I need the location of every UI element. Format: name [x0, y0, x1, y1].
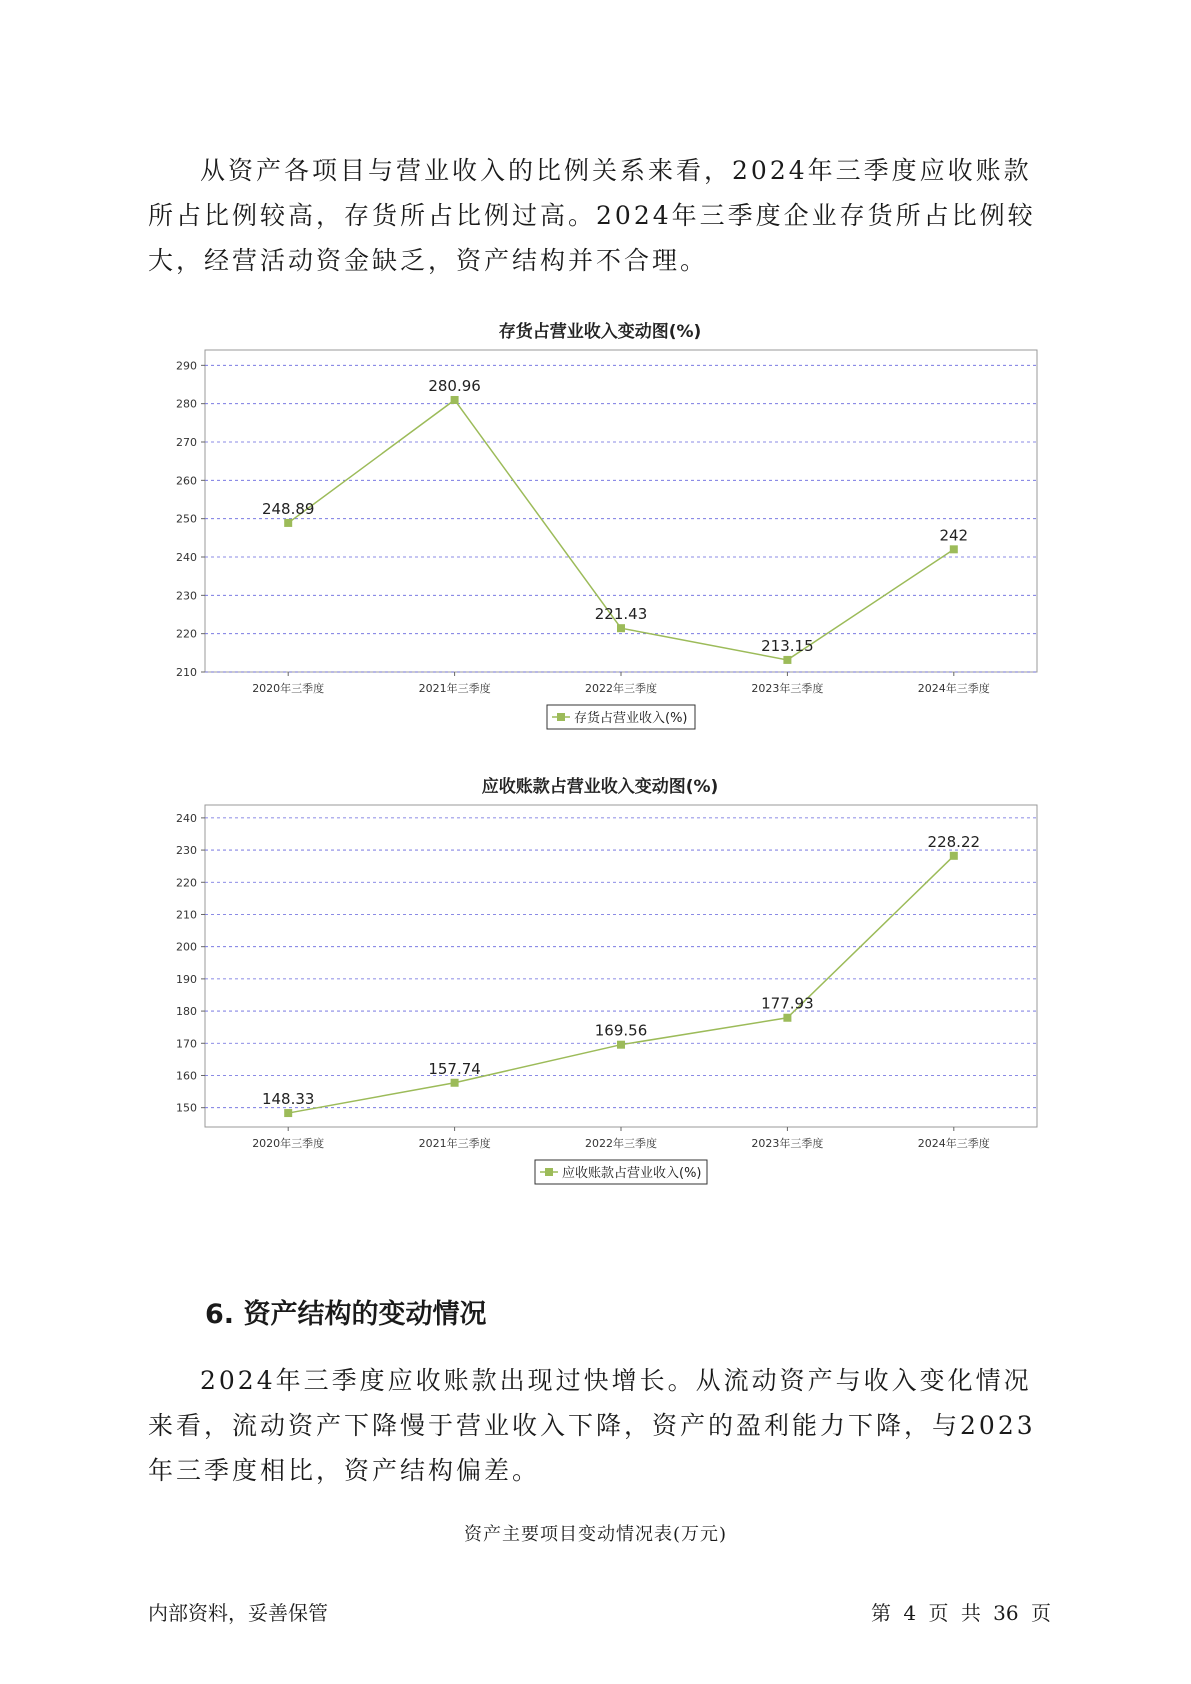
structure-paragraph-text: 2024年三季度应收账款出现过快增长。从流动资产与收入变化情况来看，流动资产下降慢于营业收入下降，资产的盈利能力下降，与2023年三季度相比，资产结构偏差。: [148, 1366, 1036, 1485]
x-tick-label: 2024年三季度: [917, 682, 990, 695]
data-label: 177.93: [761, 994, 814, 1013]
table-caption: 资产主要项目变动情况表(万元): [463, 1524, 728, 1545]
data-label: 157.74: [428, 1059, 481, 1078]
y-tick-label: 250: [176, 512, 197, 526]
data-point: [451, 1079, 459, 1087]
data-label: 148.33: [261, 1090, 315, 1109]
legend-marker: [557, 713, 565, 721]
footer-confidential: 内部资料，妥善保管: [148, 1601, 328, 1625]
y-tick-label: 230: [176, 589, 197, 603]
y-tick-label: 290: [176, 359, 197, 373]
data-point: [284, 519, 292, 527]
y-tick-label: 210: [176, 908, 197, 922]
y-tick-label: 180: [176, 1005, 197, 1019]
data-point: [783, 1014, 791, 1022]
y-tick-label: 220: [176, 627, 197, 641]
data-label: 242: [939, 526, 969, 545]
y-tick-label: 200: [176, 940, 197, 954]
inventory-chart-svg: [130, 315, 1070, 726]
intro-paragraph-text: 从资产各项目与营业收入的比例关系来看，2024年三季度应收账款所占比例较高，存货所占比例过高。2024年三季度企业存货所占比例较大，经营活动资金缺乏，资产结构并不合理。: [148, 156, 1036, 275]
data-point: [617, 1041, 625, 1049]
data-point: [451, 396, 459, 404]
x-tick-label: 2024年三季度: [917, 1137, 990, 1150]
y-tick-label: 240: [176, 811, 197, 825]
legend-marker: [545, 1168, 553, 1176]
y-tick-label: 170: [176, 1037, 197, 1051]
legend-label: 应收账款占营业收入(%): [562, 1166, 702, 1181]
x-tick-label: 2022年三季度: [585, 1137, 657, 1150]
receivables-chart-svg: [130, 770, 1070, 1181]
y-tick-label: 190: [176, 972, 197, 986]
y-tick-label: 260: [176, 474, 197, 488]
y-tick-label: 280: [176, 397, 197, 411]
x-tick-label: 2023年三季度: [751, 682, 824, 695]
y-tick-label: 220: [176, 876, 197, 890]
data-point: [617, 624, 625, 632]
y-tick-label: 150: [176, 1101, 197, 1115]
y-tick-label: 270: [176, 436, 197, 449]
chart-title: 应收账款占营业收入变动图(%): [481, 777, 719, 797]
x-tick-label: 2020年三季度: [252, 1137, 325, 1150]
legend-label: 存货占营业收入(%): [574, 711, 688, 726]
y-tick-label: 230: [176, 844, 197, 858]
data-label: 280.96: [428, 376, 481, 395]
data-point: [950, 545, 958, 553]
section-heading: 6. 资产结构的变动情况: [205, 1299, 487, 1330]
y-tick-label: 210: [176, 666, 197, 679]
data-label: 248.89: [261, 499, 315, 518]
inventory-chart: [130, 315, 1070, 726]
data-point: [284, 1109, 292, 1117]
plot-area: [205, 805, 1037, 1127]
x-tick-label: 2022年三季度: [585, 682, 657, 695]
data-point: [783, 656, 791, 664]
x-tick-label: 2023年三季度: [751, 1137, 824, 1150]
data-label: 228.22: [927, 832, 981, 851]
x-tick-label: 2021年三季度: [418, 1137, 491, 1150]
x-tick-label: 2020年三季度: [252, 682, 325, 695]
plot-area: [205, 350, 1037, 672]
x-tick-label: 2021年三季度: [418, 682, 491, 695]
chart-title: 存货占营业收入变动图(%): [498, 322, 702, 342]
intro-paragraph: [148, 148, 1048, 283]
footer-page-number: 第 4 页 共 36 页: [871, 1601, 1051, 1625]
y-tick-label: 240: [176, 551, 197, 564]
data-label: 221.43: [594, 605, 648, 624]
data-label: 213.15: [761, 636, 814, 655]
data-label: 169.56: [594, 1021, 648, 1040]
structure-paragraph: [148, 1358, 1048, 1493]
receivables-chart: [130, 770, 1070, 1181]
y-tick-label: 160: [176, 1069, 197, 1083]
data-point: [950, 852, 958, 860]
